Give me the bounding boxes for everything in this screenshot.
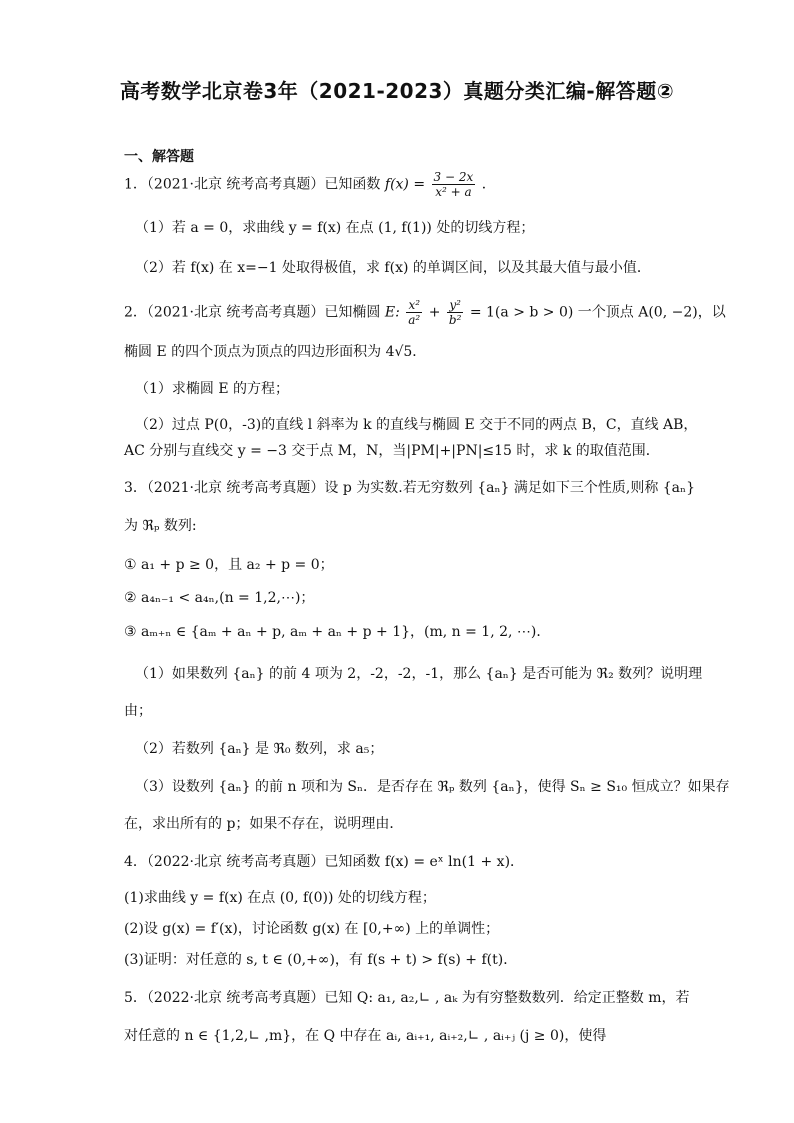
question-1-fraction — [432, 170, 476, 199]
fraction-numerator: y² — [447, 298, 464, 313]
question-4-part-1: (1)求曲线 y = f(x) 在点 (0, f(0)) 处的切线方程； — [124, 890, 436, 906]
ellipse-y-fraction — [447, 298, 464, 327]
question-4-stem: 4．（2022·北京 统考高考真题）已知函数 f(x) = eˣ ln(1 + x)． — [124, 854, 525, 870]
question-3-part-1-line-1: （1）如果数列 {aₙ} 的前 4 项为 2，-2，-2，-1，那么 {aₙ} 是否可能为 ℜ₂ 数列？说明理 — [135, 666, 703, 682]
question-3-condition-1: ① a₁ + p ≥ 0，且 a₂ + p = 0； — [124, 557, 334, 573]
question-5-stem: 5．（2022·北京 统考高考真题）已知 Q: a₁, a₂,∟ , aₖ 为有穷整数数列．给定正整数 m，若 — [124, 990, 690, 1006]
question-5-line-2: 对任意的 n ∈ {1,2,∟ ,m}，在 Q 中存在 aᵢ, aᵢ₊₁, aᵢ₊₂,∟ , aᵢ₊ⱼ (j ≥ 0)，使得 — [124, 1028, 607, 1044]
question-3-part-1-line-2: 由； — [124, 703, 152, 719]
question-4-part-3: (3)证明：对任意的 s, t ∈ (0,+∞)，有 f(s + t) > f(s) + f(t)． — [124, 952, 518, 968]
question-3-condition-3: ③ aₘ₊ₙ ∈ {aₘ + aₙ + p, aₘ + aₙ + p + 1}，(m, n = 1, 2, ⋯)． — [124, 624, 551, 640]
fraction-denominator: x² + a — [435, 185, 472, 199]
ellipse-x-fraction — [406, 298, 422, 327]
fraction-numerator: 3 − 2x — [433, 170, 474, 184]
document-title: 高考数学北京卷3年（2021-2023）真题分类汇编-解答题② — [119, 79, 675, 103]
question-2-stem — [124, 298, 726, 327]
question-3-part-2: （2）若数列 {aₙ} 是 ℜ₀ 数列，求 a₅； — [135, 741, 384, 757]
question-1-end: ． — [481, 176, 496, 193]
fraction-denominator: b² — [448, 313, 462, 327]
section-heading: 一、解答题 — [124, 149, 194, 165]
question-3-stem: 3．（2021·北京 统考高考真题）设 p 为实数.若无穷数列 {aₙ} 满足如下三个性质,则称 {aₙ} — [124, 480, 695, 496]
question-1-stem — [124, 170, 684, 199]
question-3-line-2: 为 ℜₚ 数列: — [124, 518, 197, 534]
plus-sign: + — [428, 304, 441, 321]
question-4-part-2: (2)设 g(x) = f′(x)，讨论函数 g(x) 在 [0,+∞) 上的单调性； — [124, 921, 500, 937]
question-1-part-2: （2）若 f(x) 在 x=−1 处取得极值，求 f(x) 的单调区间，以及其最大值与最小值． — [135, 260, 651, 276]
question-2-part-2-line-1: （2）过点 P(0，-3)的直线 l 斜率为 k 的直线与椭圆 E 交于不同的两点 B，C，直线 AB， — [135, 417, 698, 433]
fraction-numerator: x² — [406, 298, 422, 313]
fraction-denominator: a² — [408, 313, 421, 327]
question-3-part-3-line-1: （3）设数列 {aₙ} 的前 n 项和为 Sₙ．是否存在 ℜₚ 数列 {aₙ}，使得 Sₙ ≥ S₁₀ 恒成立？如果存 — [135, 779, 730, 795]
question-2-line-2: 椭圆 E 的四个顶点为顶点的四边形面积为 4√5． — [124, 344, 427, 360]
question-3-condition-2: ② a₄ₙ₋₁ < a₄ₙ,(n = 1,2,⋯)； — [124, 590, 315, 606]
ellipse-name: E: — [384, 304, 400, 321]
question-2-part-2-line-2: AC 分别与直线交 y = −3 交于点 M，N，当|PM|+|PN|≤15 时，求 k 的取值范围． — [124, 443, 660, 459]
question-2-lead: 2．（2021·北京 统考高考真题）已知椭圆 — [124, 304, 381, 321]
question-1-lead: 1．（2021·北京 统考高考真题）已知函数 — [124, 176, 381, 193]
question-1-function: f(x) = — [384, 176, 426, 193]
question-2-tail: = 1(a > b > 0) 一个顶点 A(0, −2)，以 — [469, 304, 726, 321]
question-3-part-3-line-2: 在，求出所有的 p；如果不存在，说明理由． — [124, 816, 404, 832]
question-1-part-1: （1）若 a = 0，求曲线 y = f(x) 在点 (1, f(1)) 处的切线方程； — [135, 220, 535, 236]
question-2-part-1: （1）求椭圆 E 的方程； — [135, 381, 290, 397]
